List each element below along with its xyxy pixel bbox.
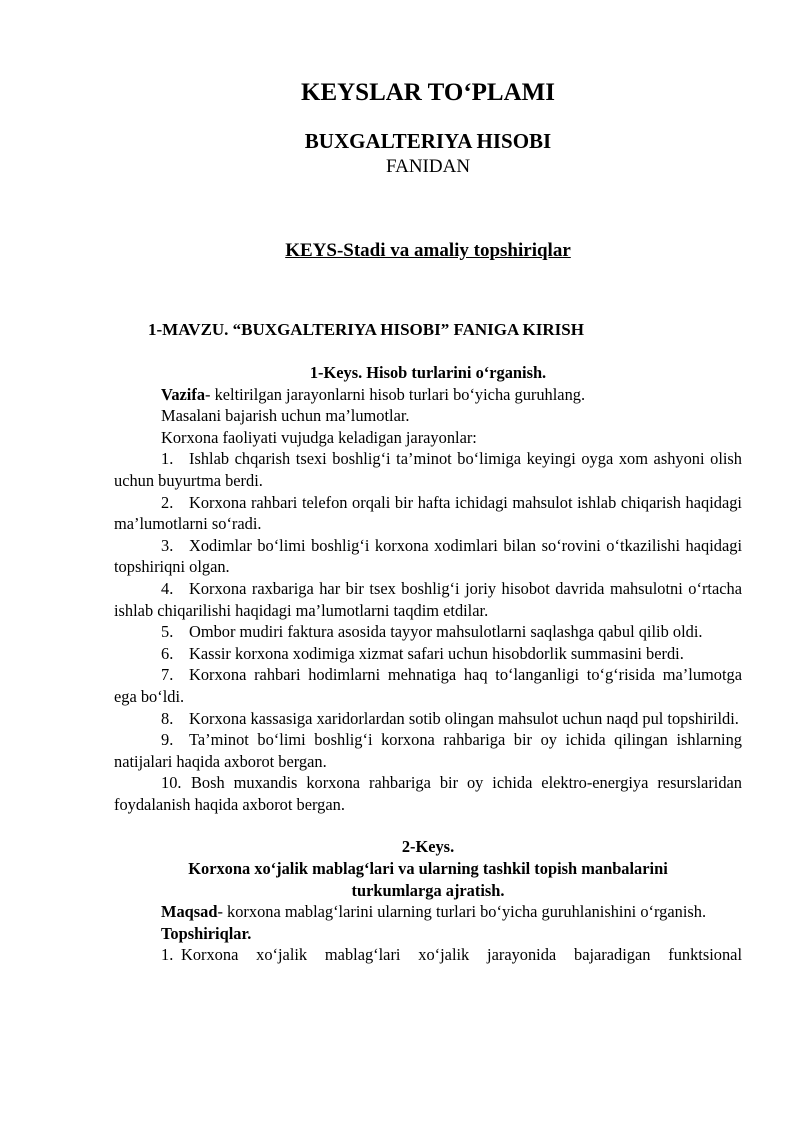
- section-heading: KEYS-Stadi va amaliy topshiriqlar: [285, 240, 571, 261]
- task-text: - keltirilgan jarayonlarni hisob turlari bo‘yicha guruhlang.: [205, 384, 586, 404]
- document-title: KEYSLAR TO‘PLAMI: [301, 79, 555, 106]
- document-subject-suffix: FANIDAN: [385, 156, 471, 177]
- case1-data-line: Masalani bajarish uchun ma’lumotlar.: [161, 406, 410, 426]
- case2-tasks-label: Topshiriqlar.: [161, 923, 252, 943]
- case1-processes-line: Korxona faoliyati vujudga keladigan jarayonlar:: [161, 427, 477, 447]
- list-item: 10. Bosh muxandis korxona rahbariga bir oy ichida elektro-energiya resurslaridan foydalanish haqida axborot bergan.: [114, 773, 742, 814]
- document-subject: BUXGALTERIYA HISOBI: [304, 129, 552, 153]
- task-label: Vazifa: [161, 384, 206, 404]
- list-item: 4. Korxona raxbariga har bir tsex boshlig‘i joriy hisobot davrida mahsulotni o‘rtacha ishlab chiqarilishi haqidagi ma’lumotlarni taqdim etdilar.: [114, 578, 742, 620]
- goal-text: - korxona mablag‘larini ularning turlari bo‘yicha guruhlanishini o‘rganish.: [217, 902, 707, 922]
- document-body: [114, 362, 742, 966]
- topic-heading: 1-MAVZU. “BUXGALTERIYA HISOBI” FANIGA KIRISH: [148, 320, 584, 339]
- list-item: 5. Ombor mudiri faktura asosida tayyor mahsulotlarni saqlashga qabul qilib oldi.: [161, 622, 703, 642]
- case2-title: Korxona xo‘jalik mablag‘lari va ularning tashkil topish manbalarini turkumlarga ajratish.: [188, 859, 668, 900]
- case2-goal: [114, 901, 742, 923]
- list-item: 9. Ta’minot bo‘limi boshlig‘i korxona rahbariga bir oy ichida qilingan ishlarning natijalari haqida axborot bergan.: [114, 730, 742, 771]
- list-item: 2. Korxona rahbari telefon orqali bir hafta ichidagi mahsulot ishlab chiqarish haqidagi ma’lumotlarni so‘radi.: [114, 492, 742, 534]
- case1-heading: 1-Keys. Hisob turlarini o‘rganish.: [309, 363, 547, 382]
- list-item: 3. Xodimlar bo‘limi boshlig‘i korxona xodimlari bilan so‘rovini o‘tkazilishi haqidagi topshiriqni olgan.: [114, 535, 742, 577]
- case2-heading: 2-Keys.: [401, 837, 455, 857]
- list-item: 1. Ishlab chqarish tsexi boshlig‘i ta’minot bo‘limiga keyingi oyga xom ashyoni olish uchun buyurtma berdi.: [114, 449, 742, 490]
- goal-label: Maqsad: [161, 902, 218, 922]
- list-item: 8. Korxona kassasiga xaridorlardan sotib olingan mahsulot uchun naqd pul topshirildi.: [161, 708, 739, 728]
- list-item: 1. Korxona xo‘jalik mablag‘lari xo‘jalik jarayonida bajaradigan funktsional: [161, 945, 742, 965]
- list-item: 6. Kassir korxona xodimiga xizmat safari uchun hisobdorlik summasini berdi.: [161, 643, 684, 663]
- list-item: 7. Korxona rahbari hodimlarni mehnatiga haq to‘langanligi to‘g‘risida ma’lumotga ega bo‘ldi.: [114, 665, 742, 706]
- case1-task: [114, 384, 742, 406]
